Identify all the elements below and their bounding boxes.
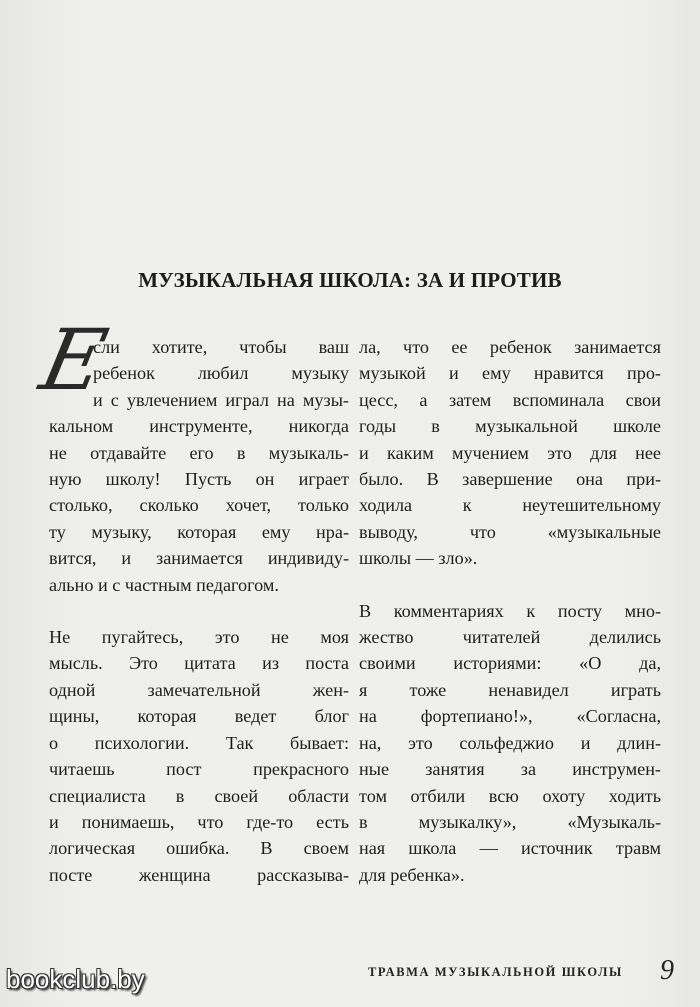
text-line: было. В завершение она при-	[359, 469, 661, 490]
text-line: читаешь пост прекрасного	[49, 759, 349, 780]
text-line: жество читателей делились	[359, 627, 661, 648]
text-line: и понимаешь, что где-то есть	[49, 811, 349, 832]
paragraph-1	[32, 311, 349, 598]
text-line: своими историями: «О да,	[359, 653, 661, 674]
text-line: я тоже ненавидел играть	[359, 679, 661, 700]
drop-cap: Е	[32, 311, 115, 409]
text-line: ребенок любил музыку	[93, 363, 349, 384]
running-head: ТРАВМА МУЗЫКАЛЬНОЙ ШКОЛЫ	[368, 965, 623, 979]
paragraph-2	[49, 624, 349, 888]
paragraph-3	[359, 334, 661, 572]
page-number: 9	[660, 955, 674, 986]
text-line: кальном инструменте, никогда	[49, 416, 349, 437]
text-line: специалиста в своей области	[49, 785, 349, 806]
text-line: В комментариях к посту мно-	[359, 600, 661, 621]
text-line: мысль. Это цитата из поста	[49, 653, 349, 674]
watermark-logo: bookclub.by	[6, 964, 145, 994]
text-line: выводу, что «музыкальные	[359, 521, 661, 542]
text-line: в музыкалку», «Музыкаль-	[359, 811, 661, 832]
text-line: ходила к неутешительному	[359, 495, 661, 516]
text-line: музыкой и ему нравится про-	[359, 363, 661, 384]
text-line: столько, сколько хочет, только	[49, 495, 349, 516]
text-line: щины, которая ведет блог	[49, 706, 349, 727]
text-line: ально и с частным педагогом.	[49, 574, 279, 595]
paragraph-4	[359, 598, 661, 888]
text-line: ную школу! Пусть он играет	[49, 469, 349, 490]
text-line: ная школа — источник травм	[359, 838, 661, 859]
text-line: на, это сольфеджио и длин-	[359, 732, 661, 753]
text-line: и каким мучением это для нее	[359, 442, 661, 463]
text-line: логическая ошибка. В своем	[49, 838, 349, 859]
text-line: вится, и занимается индивиду-	[49, 548, 349, 569]
text-line: ные занятия за инструмен-	[359, 759, 661, 780]
text-line: цесс, а затем вспоминала свои	[359, 389, 661, 410]
text-line: не отдавайте его в музыкаль-	[49, 442, 349, 463]
text-line: ла, что ее ребенок занимается	[359, 337, 661, 357]
text-line: и с увлечением играл на музы-	[93, 389, 349, 410]
text-line: годы в музыкальной школе	[359, 416, 661, 437]
text-line: для ребенка».	[359, 864, 465, 885]
text-line: сли хотите, чтобы ваш	[93, 337, 349, 357]
text-line: одной замечательной жен-	[49, 679, 349, 700]
chapter-title: МУЗЫКАЛЬНАЯ ШКОЛА: ЗА И ПРОТИВ	[138, 268, 562, 292]
text-line: школы — зло».	[359, 548, 478, 569]
text-line: том отбили всю охоту ходить	[359, 785, 661, 806]
text-line: посте женщина рассказыва-	[49, 864, 349, 885]
left-column	[32, 311, 349, 888]
text-line: о психологии. Так бывает:	[49, 732, 349, 753]
text-line: ту музыку, которая ему нра-	[49, 521, 349, 542]
text-line: Не пугайтесь, это не моя	[49, 627, 349, 648]
text-line: на фортепиано!», «Согласна,	[359, 706, 661, 727]
right-column	[359, 334, 661, 888]
